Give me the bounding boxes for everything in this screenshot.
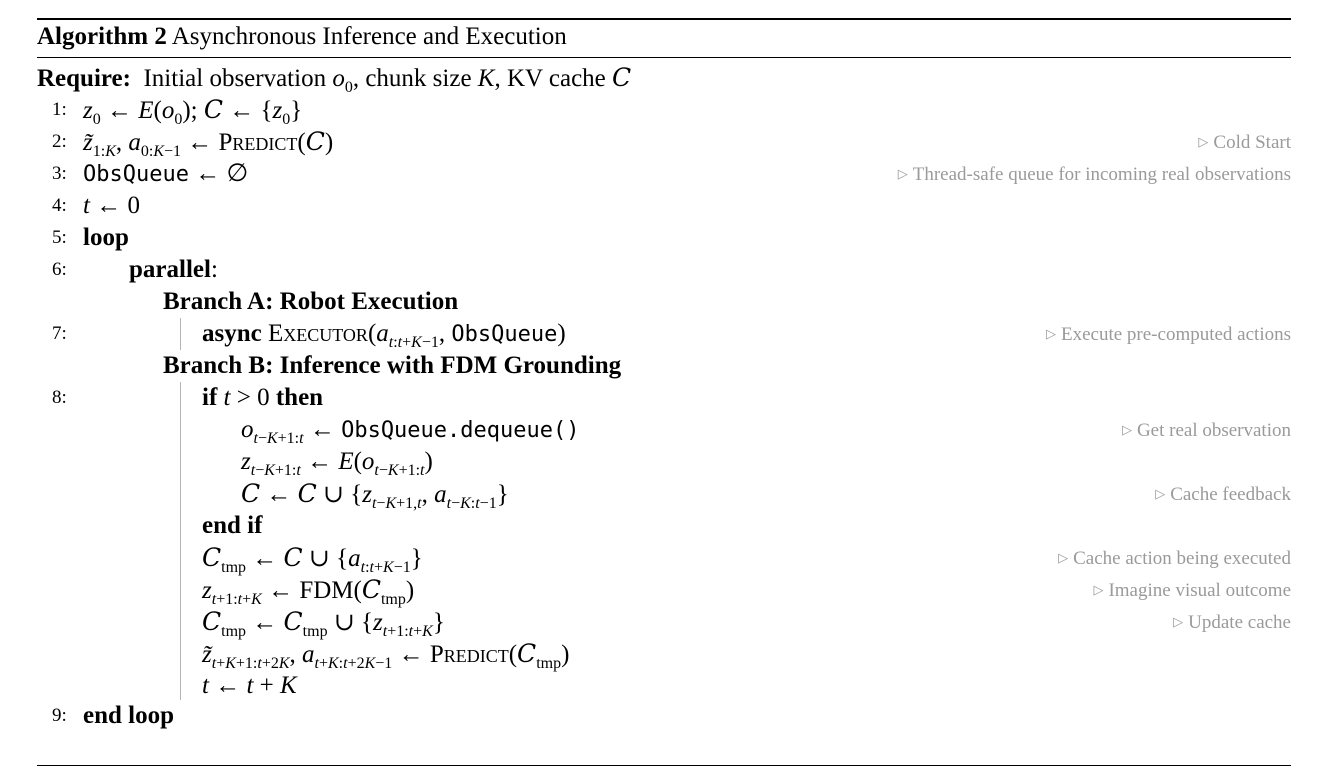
line-content: $z_{t-K+1:t}$ ← $E(o_{t-K+1:t})$ <box>241 448 433 479</box>
comment-triangle-icon: ▷ <box>897 166 908 181</box>
fdm-function: FDM <box>299 577 354 604</box>
end-loop-keyword: end loop <box>83 702 175 729</box>
branch-b-heading <box>0 350 1317 382</box>
algo-line-end-if <box>0 510 1317 542</box>
dequeue-call: ObsQueue.dequeue() <box>341 418 580 443</box>
line-number: 6: <box>52 259 67 280</box>
algorithm-label: Algorithm 2 <box>37 23 167 50</box>
line-content: t ← 0 <box>83 192 140 219</box>
algo-line-ctmp <box>0 542 1317 574</box>
line-content: $C_{tmp}$ ← $C_{tmp}$ ∪ $\{z_{t+1:t+K}\}$ <box>202 607 445 640</box>
algo-line-6 <box>0 254 1317 286</box>
algo-line-ctmp-update <box>0 606 1317 638</box>
line-number: 3: <box>52 163 67 184</box>
algo-line-5 <box>0 222 1317 254</box>
comment-triangle-icon: ▷ <box>1173 614 1184 629</box>
comment-triangle-icon: ▷ <box>1198 134 1209 149</box>
algorithm-title <box>37 20 567 54</box>
title-rule <box>37 57 1291 58</box>
line-number: 9: <box>52 705 67 726</box>
algo-line-8 <box>0 382 1317 414</box>
loop-keyword: loop <box>83 224 129 251</box>
algo-line-cache-update <box>0 478 1317 510</box>
line-content: $z_{t+1:t+K}$ ← $FDM(C_{tmp})$ <box>202 575 415 608</box>
branch-a-heading <box>0 286 1317 318</box>
obsqueue-symbol: ObsQueue <box>83 162 189 187</box>
require-line: Require: Initial observation $o_0$, chunk size K, KV cache C <box>37 63 632 96</box>
algo-line-4 <box>0 190 1317 222</box>
algo-line-predict <box>0 638 1317 670</box>
async-keyword: async <box>202 320 262 347</box>
line-content: $C_{tmp}$ ← C ∪ $\{a_{t:t+K-1}\}$ <box>202 543 423 576</box>
line-comment: ▷ Imagine visual outcome <box>1093 580 1291 601</box>
comment-triangle-icon: ▷ <box>1045 326 1056 341</box>
if-keyword: if <box>202 384 218 411</box>
line-number: 8: <box>52 387 67 408</box>
end-if-keyword: end if <box>202 512 263 539</box>
algo-line-dequeue <box>0 414 1317 446</box>
comment-triangle-icon: ▷ <box>1121 422 1132 437</box>
branch-b-label: Branch B: Inference with FDM Grounding <box>163 352 622 379</box>
line-content: $z_0$ ← $E(o_0)$; C ← $\{z_0\}$ <box>83 95 303 128</box>
comment-triangle-icon: ▷ <box>1155 486 1166 501</box>
line-comment: ▷ Thread-safe queue for incoming real observations <box>897 164 1291 185</box>
line-content: $z̃_{1:K}$, $a_{0:K-1}$ ← Predict(C) <box>83 127 334 160</box>
require-text-1: Initial observation <box>143 65 327 92</box>
line-content: if t > 0 then <box>202 384 324 411</box>
require-keyword: Require: <box>37 65 131 92</box>
line-number: 2: <box>52 131 67 152</box>
line-comment: ▷ Cold Start <box>1198 132 1291 153</box>
line-number: 7: <box>52 323 67 344</box>
line-number: 4: <box>52 195 67 216</box>
algorithm-name: Asynchronous Inference and Execution <box>171 23 567 50</box>
branch-a-label: Branch A: Robot Execution <box>163 288 459 315</box>
line-content: t ← t + K <box>202 672 297 699</box>
line-content: ObsQueue ← ∅ <box>83 160 249 187</box>
predict-function: Predict <box>218 129 298 156</box>
algo-line-fdm <box>0 574 1317 606</box>
algo-line-9 <box>0 700 1317 732</box>
line-content: $o_{t-K+1:t}$ ← ObsQueue.dequeue() <box>241 416 580 447</box>
line-content <box>83 222 129 254</box>
line-comment: ▷ Cache feedback <box>1155 484 1291 505</box>
line-comment: ▷ Execute pre-computed actions <box>1045 324 1291 345</box>
comment-triangle-icon: ▷ <box>1058 550 1069 565</box>
line-content: $z̃_{t+K+1:t+2K}$, $a_{t+K:t+2K-1}$ ← $Predict(C_{tmp})$ <box>202 639 570 672</box>
algo-line-2 <box>0 126 1317 158</box>
algo-line-encode <box>0 446 1317 478</box>
line-comment: ▷ Cache action being executed <box>1058 548 1291 569</box>
comment-triangle-icon: ▷ <box>1093 582 1104 597</box>
require-text-2: , chunk size <box>352 65 472 92</box>
line-content: C ← C ∪ {$z_{t-K+1,t}$, $a_{t-K:t-1}$} <box>241 479 509 512</box>
line-content: async $Executor(a_{t:t+K-1}$, ObsQueue) <box>202 320 566 351</box>
bottom-rule <box>37 765 1291 766</box>
require-text-3: , KV cache <box>494 65 606 92</box>
algo-line-7 <box>0 318 1317 350</box>
then-keyword: then <box>275 384 324 411</box>
algo-line-3 <box>0 158 1317 190</box>
line-comment: ▷ Get real observation <box>1121 420 1291 441</box>
algo-line-1 <box>0 94 1317 126</box>
parallel-keyword: parallel <box>129 256 211 283</box>
line-number: 5: <box>52 227 67 248</box>
line-content: parallel: <box>129 256 218 283</box>
algo-line-increment <box>0 670 1317 702</box>
line-comment: ▷ Update cache <box>1173 612 1291 633</box>
executor-function: Executor <box>267 320 368 347</box>
line-number: 1: <box>52 99 67 120</box>
